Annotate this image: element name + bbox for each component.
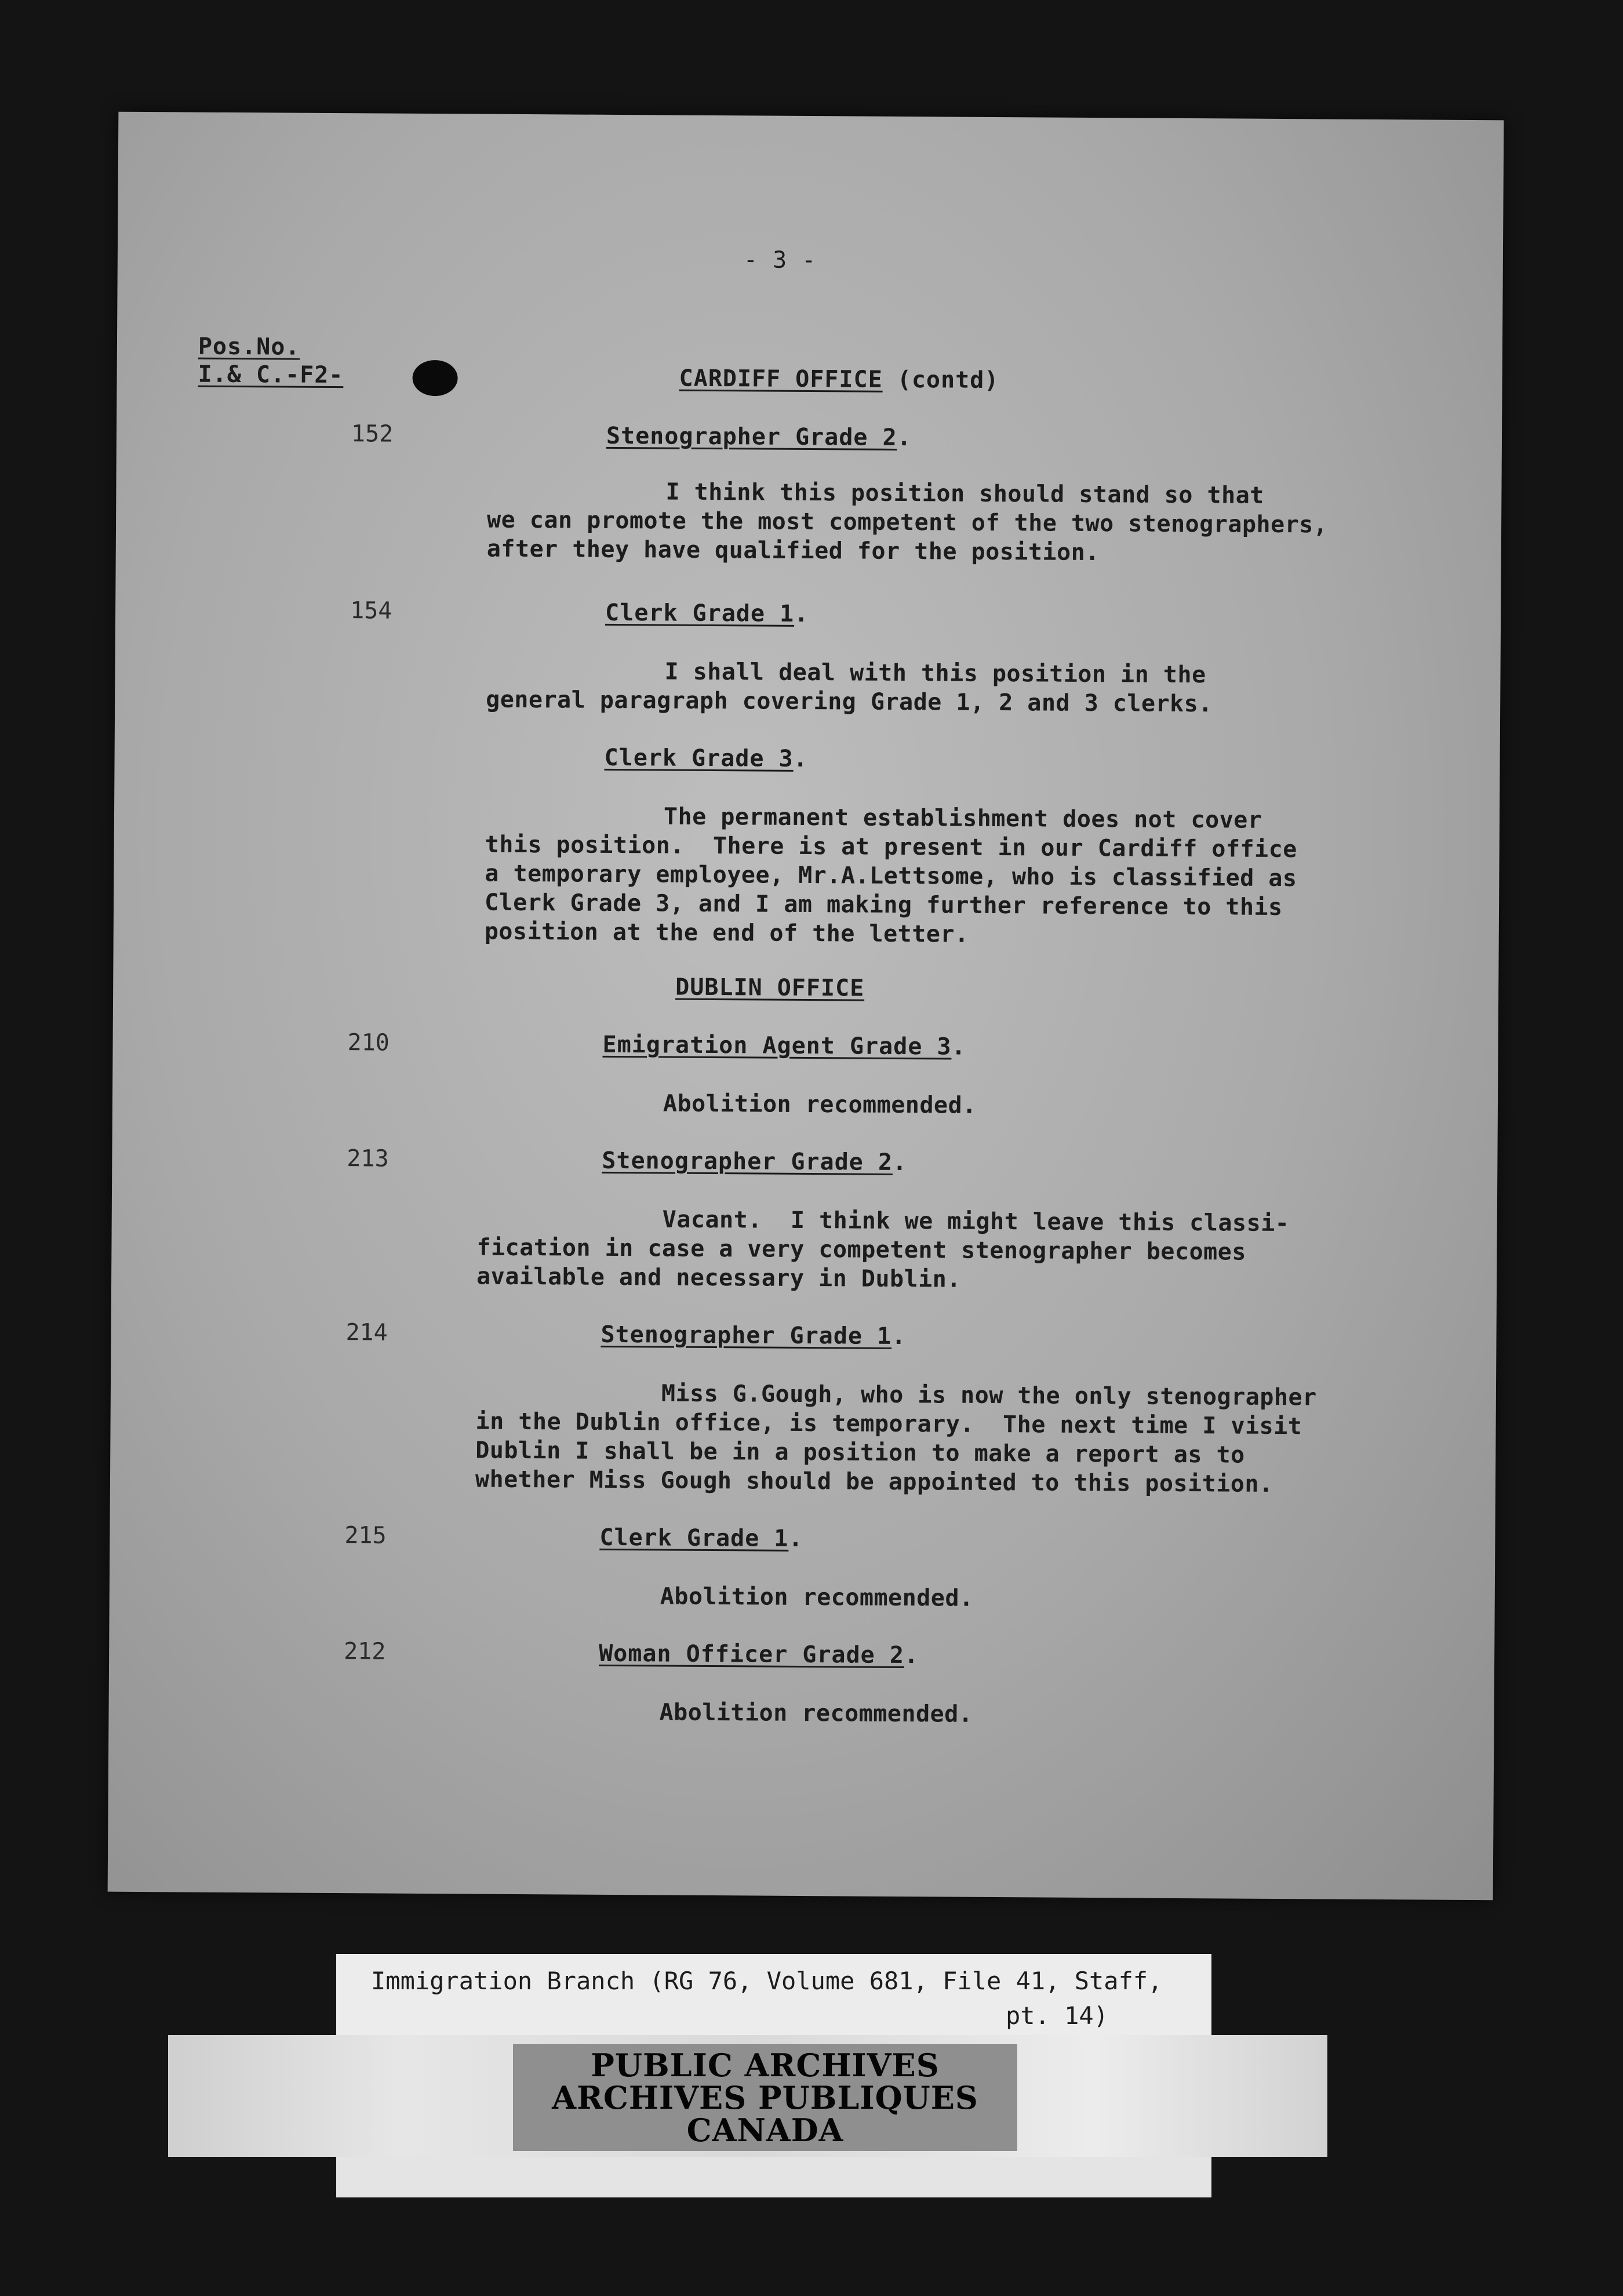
position-title: Stenographer Grade 2. bbox=[606, 422, 912, 452]
page-number: - 3 - bbox=[743, 246, 817, 274]
position-number: 210 bbox=[347, 1029, 390, 1056]
cardiff-office-heading: CARDIFF OFFICE bbox=[679, 365, 883, 393]
position-title: Clerk Grade 1. bbox=[599, 1524, 803, 1552]
stamp-line: PUBLIC ARCHIVES bbox=[591, 2046, 940, 2084]
entry-line: I shall deal with this position in the bbox=[664, 658, 1206, 689]
entry-line: Vacant. I think we might leave this classi- bbox=[662, 1206, 1290, 1237]
position-title: Emigration Agent Grade 3. bbox=[602, 1031, 966, 1060]
entry-line: Clerk Grade 3, and I am making further reference to this bbox=[484, 889, 1283, 921]
archive-reference-label bbox=[336, 1954, 1211, 2041]
position-number: 212 bbox=[344, 1638, 386, 1665]
position-title: Woman Officer Grade 2. bbox=[599, 1640, 919, 1669]
position-title: Clerk Grade 3. bbox=[604, 744, 808, 773]
entry-line: Abolition recommended. bbox=[659, 1699, 973, 1728]
document-page bbox=[108, 112, 1504, 1901]
entry-line: available and necessary in Dublin. bbox=[476, 1263, 962, 1293]
entry-line: position at the end of the letter. bbox=[484, 918, 969, 948]
entry-line: a temporary employee, Mr.A.Lettsome, who is classified as bbox=[485, 860, 1297, 892]
entry-line: whether Miss Gough should be appointed to this position. bbox=[475, 1466, 1273, 1498]
entry-line: The permanent establishment does not cover bbox=[663, 803, 1262, 834]
position-number: 152 bbox=[351, 420, 394, 448]
position-number: 154 bbox=[350, 597, 392, 624]
archive-label-bottom bbox=[336, 2157, 1211, 2197]
position-title: Stenographer Grade 2. bbox=[602, 1147, 908, 1176]
stamp-line: ARCHIVES PUBLIQUES bbox=[552, 2079, 978, 2116]
position-number: 213 bbox=[347, 1145, 389, 1172]
entry-line: Miss G.Gough, who is now the only stenographer bbox=[661, 1380, 1317, 1411]
public-archives-stamp bbox=[513, 2044, 1017, 2151]
position-title: Stenographer Grade 1. bbox=[601, 1321, 907, 1350]
entry-line: after they have qualified for the position. bbox=[486, 535, 1100, 566]
stamp-line: CANADA bbox=[686, 2111, 844, 2149]
contd-label: (contd) bbox=[882, 366, 999, 394]
punch-hole bbox=[412, 360, 457, 396]
position-title: Clerk Grade 1. bbox=[605, 599, 809, 628]
position-number: 214 bbox=[345, 1319, 388, 1346]
pos-no-label: Pos.No. bbox=[198, 333, 300, 361]
entry-line: I think this position should stand so that bbox=[665, 478, 1264, 509]
entry-line: Dublin I shall be in a position to make a report as to bbox=[475, 1437, 1245, 1469]
entry-line: Abolition recommended. bbox=[660, 1583, 974, 1612]
entry-line: this position. There is at present in our Cardiff office bbox=[485, 831, 1297, 863]
entry-line: in the Dublin office, is temporary. The next time I visit bbox=[475, 1408, 1302, 1440]
position-number: 215 bbox=[344, 1522, 387, 1549]
entry-line: fication in case a very competent stenographer becomes bbox=[476, 1234, 1246, 1266]
archive-reference-line: Immigration Branch (RG 76, Volume 681, File 41, Staff, bbox=[371, 1967, 1163, 1995]
cardiff-heading-line bbox=[679, 365, 999, 394]
entry-line: we can promote the most competent of the two stenographers, bbox=[486, 506, 1328, 539]
entry-line: Abolition recommended. bbox=[663, 1090, 977, 1119]
pos-code-label: I.& C.-F2- bbox=[198, 361, 344, 389]
entry-line: general paragraph covering Grade 1, 2 and 3 clerks. bbox=[486, 686, 1213, 718]
archive-reference-line: pt. 14) bbox=[1006, 2001, 1109, 2030]
dublin-office-heading: DUBLIN OFFICE bbox=[675, 973, 865, 1002]
